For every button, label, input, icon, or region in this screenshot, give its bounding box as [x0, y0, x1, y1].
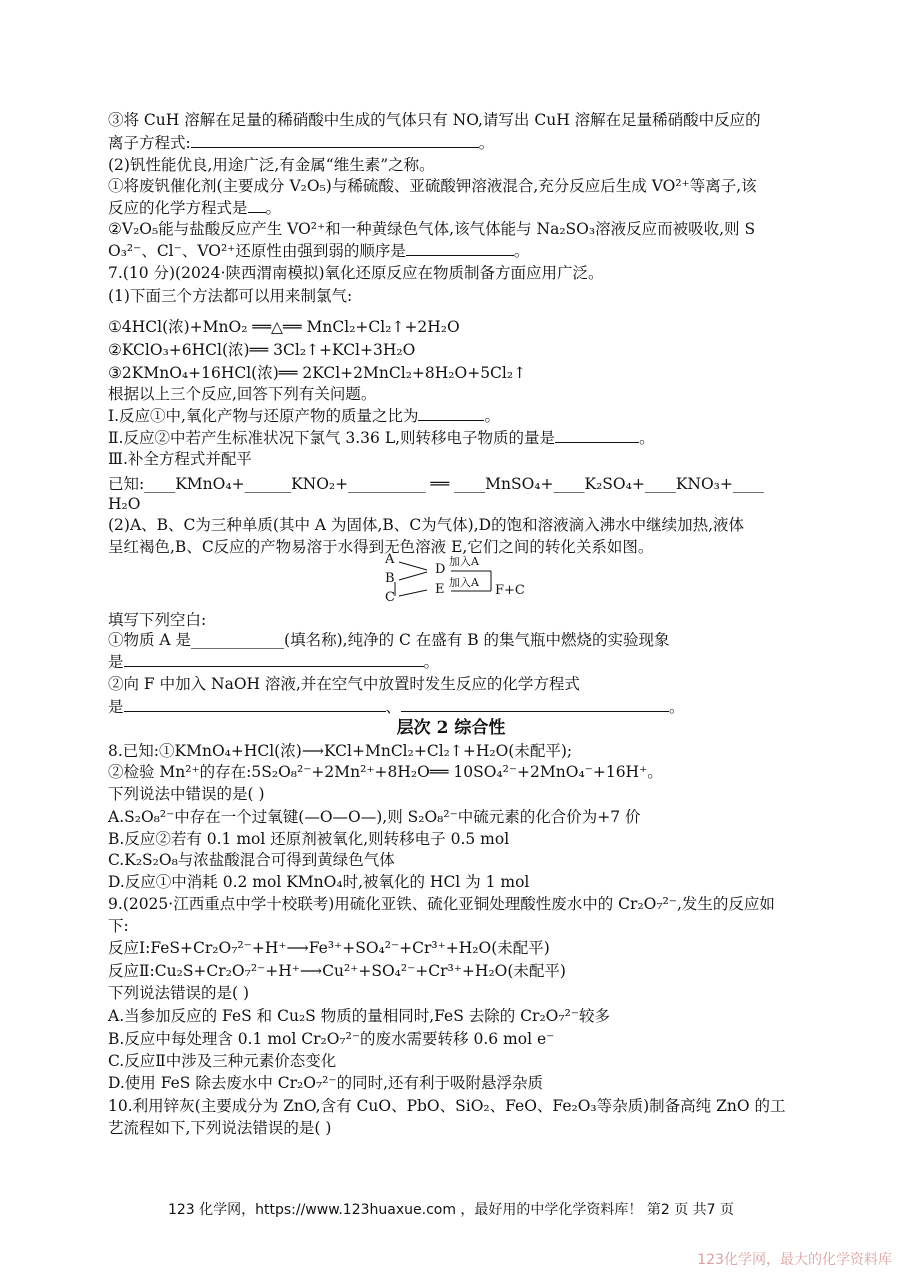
text-line: (1)下面三个方法都可以用来制氯气:	[108, 287, 353, 305]
answer-blank[interactable]	[248, 198, 266, 213]
text-line: 已知:____KMnO₄+______KNO₂+__________ ══ ____MnSO₄+____K₂SO₄+____KNO₃+____	[108, 475, 764, 493]
section-title: 层次 2 综合性	[396, 718, 506, 738]
watermark-text: 123化学网，最大的化学资料库	[697, 1252, 892, 1268]
text-line: ②检验 Mn²⁺的存在:5S₂O₈²⁻+2Mn²⁺+8H₂O══ 10SO₄²⁻+2MnO₄⁻+16H⁺。	[108, 763, 663, 781]
node-fc: F+C	[495, 583, 525, 598]
text-line: (2)钒性能优良,用途广泛,有金属“维生素”之称。	[108, 156, 435, 174]
answer-blank[interactable]	[401, 697, 669, 712]
node-c: C	[385, 590, 395, 605]
line-text: 是	[108, 653, 124, 671]
option-a[interactable]: A.当参加反应的 FeS 和 Cu₂S 物质的量相同时,FeS 去除的 Cr₂O₇²⁻较多	[108, 1007, 610, 1025]
text-line: ①物质 A 是____________(填名称),纯净的 C 在盛有 B 的集气瓶中燃烧的实验现象	[108, 631, 670, 649]
line-text: 反应的化学方程式是	[108, 199, 248, 217]
line-text: O₃²⁻、Cl⁻、VO²⁺还原性由强到弱的顺序是	[108, 242, 406, 260]
option-b[interactable]: B.反应中每处理含 0.1 mol Cr₂O₇²⁻的废水需要转移 0.6 mol e⁻	[108, 1030, 555, 1048]
text-line: 呈红褐色,B、C反应的产物易溶于水得到无色溶液 E,它们之间的转化关系如图。	[108, 538, 654, 556]
option-b[interactable]: B.反应②若有 0.1 mol 还原剂被氧化,则转移电子 0.5 mol	[108, 830, 510, 848]
node-b: B	[385, 571, 395, 586]
option-d[interactable]: D.反应①中消耗 0.2 mol KMnO₄时,被氧化的 HCl 为 1 mol	[108, 873, 530, 891]
answer-blank[interactable]	[124, 652, 424, 667]
text-line: 艺流程如下,下列说法错误的是( )	[108, 1119, 332, 1137]
line-text: Ⅰ.反应①中,氧化产物与还原产物的质量之比为	[108, 407, 419, 425]
text-line	[108, 241, 529, 262]
question-7: 7.(10 分)(2024·陕西渭南模拟)氧化还原反应在物质制备方面应用广泛。	[108, 264, 604, 282]
text-line	[108, 428, 655, 449]
equation-1: ①4HCl(浓)+MnO₂ ══△══ MnCl₂+Cl₂↑+2H₂O	[108, 318, 460, 336]
page-footer: 123 化学网，https://www.123huaxue.com ，最好用的中学化学资料库！ 第2 页 共7 页	[167, 1202, 735, 1218]
text-line: ②V₂O₅能与盐酸反应产生 VO²⁺和一种黄绿色气体,该气体能与 Na₂SO₃溶液反应而被吸收,则 S	[108, 220, 756, 238]
text-line	[108, 406, 500, 427]
conversion-diagram	[383, 552, 533, 610]
node-e: E	[435, 582, 445, 597]
text-line: 下列说法中错误的是( )	[108, 785, 265, 803]
question-9: 9.(2025·江西重点中学十校联考)用硫化亚铁、硫化亚铜处理酸性废水中的 Cr₂O₇²⁻,发生的反应如	[108, 895, 775, 913]
line-text: 。	[484, 407, 500, 425]
answer-blank[interactable]	[406, 241, 514, 256]
line-text: Ⅱ.反应②中若产生标准状况下氯气 3.36 L,则转移电子物质的量是	[108, 429, 556, 447]
label-add-a-2: 加入A	[449, 576, 479, 589]
question-10: 10.利用锌灰(主要成分为 ZnO,含有 CuO、PbO、SiO₂、FeO、Fe₂O₃等杂质)制备高纯 ZnO 的工	[108, 1097, 786, 1115]
text-line	[108, 198, 281, 219]
text-line: (2)A、B、C为三种单质(其中 A 为固体,B、C为气体),D的饱和溶液滴入沸水中继续加热,液体	[108, 516, 745, 534]
text-line: H₂O	[108, 495, 141, 513]
text-line: ③将 CuH 溶解在足量的稀硝酸中生成的气体只有 NO,请写出 CuH 溶解在足量稀硝酸中反应的	[108, 111, 761, 129]
line-text: 。	[265, 199, 282, 217]
line-text: 。	[478, 134, 495, 152]
answer-blank[interactable]	[555, 428, 639, 443]
line-text: 。	[639, 429, 655, 447]
line-text: 、	[385, 698, 402, 716]
equation-3: ③2KMnO₄+16HCl(浓)══ 2KCl+2MnCl₂+8H₂O+5Cl₂↑	[108, 364, 527, 382]
line-text: 。	[513, 242, 530, 260]
node-a: A	[385, 552, 395, 567]
option-c[interactable]: C.反应Ⅱ中涉及三种元素价态变化	[108, 1052, 337, 1070]
text-line	[108, 652, 439, 673]
text-line: 下列说法错误的是( )	[108, 984, 250, 1002]
text-line: 填写下列空白:	[108, 611, 207, 629]
text-line: 下:	[108, 917, 129, 935]
line-text: 。	[669, 698, 685, 716]
line-text: 离子方程式:	[108, 134, 191, 152]
line-text: 。	[423, 653, 440, 671]
node-d: D	[435, 562, 446, 577]
option-c[interactable]: C.K₂S₂O₈与浓盐酸混合可得到黄绿色气体	[108, 851, 395, 869]
reaction-2: 反应Ⅱ:Cu₂S+Cr₂O₇²⁻+H⁺⟶Cu²⁺+SO₄²⁻+Cr³⁺+H₂O(未配平)	[108, 962, 566, 980]
option-d[interactable]: D.使用 FeS 除去废水中 Cr₂O₇²⁻的同时,还有利于吸附悬浮杂质	[108, 1074, 544, 1092]
reaction-1: 反应Ⅰ:FeS+Cr₂O₇²⁻+H⁺⟶Fe³⁺+SO₄²⁻+Cr³⁺+H₂O(未配平)	[108, 939, 550, 957]
label-add-a-1: 加入A	[449, 555, 479, 568]
text-line	[108, 133, 494, 154]
text-line: 根据以上三个反应,回答下列有关问题。	[108, 385, 377, 403]
text-line: ①将废钒催化剂(主要成分 V₂O₅)与稀硫酸、亚硫酸钾溶液混合,充分反应后生成 VO²⁺等离子,该	[108, 177, 757, 195]
answer-blank[interactable]	[418, 406, 484, 421]
answer-blank[interactable]	[124, 697, 386, 712]
question-8: 8.已知:①KMnO₄+HCl(浓)⟶KCl+MnCl₂+Cl₂↑+H₂O(未配平);	[108, 742, 573, 760]
answer-blank[interactable]	[191, 133, 479, 148]
text-line: Ⅲ.补全方程式并配平	[108, 450, 252, 468]
line-text: 是	[108, 698, 124, 716]
text-line: ②向 F 中加入 NaOH 溶液,并在空气中放置时发生反应的化学方程式	[108, 675, 580, 693]
equation-2: ②KClO₃+6HCl(浓)══ 3Cl₂↑+KCl+3H₂O	[108, 341, 416, 359]
option-a[interactable]: A.S₂O₈²⁻中存在一个过氧键(—O—O—),则 S₂O₈²⁻中硫元素的化合价为+7 价	[108, 808, 641, 826]
